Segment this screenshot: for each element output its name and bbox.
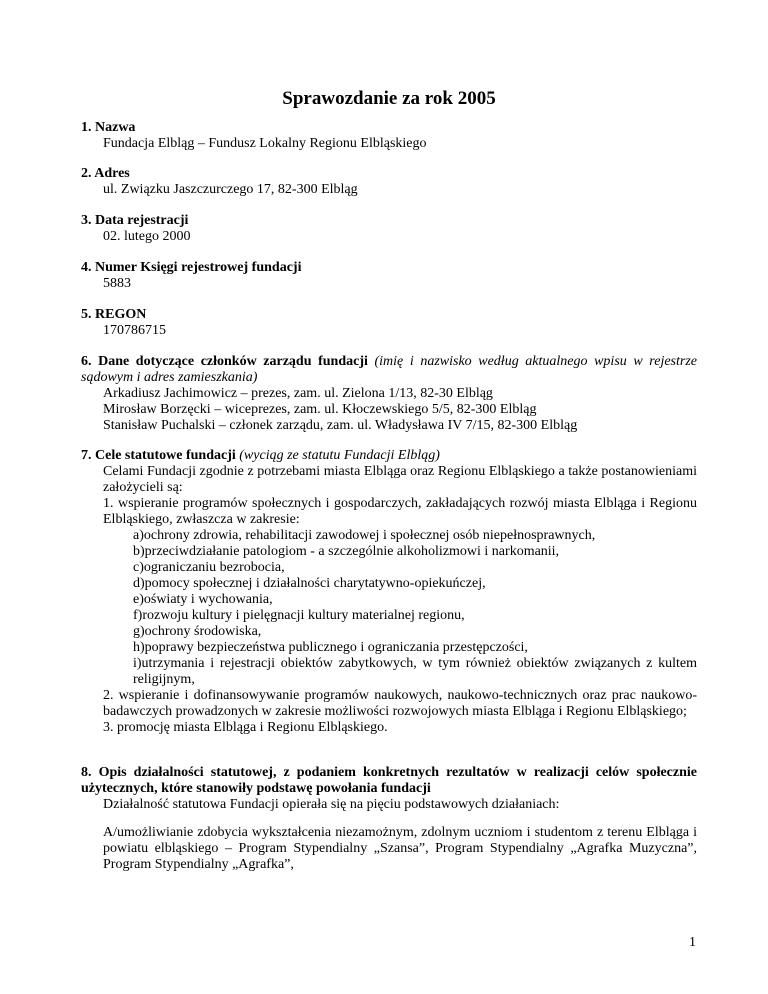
goals-intro: Celami Fundacji zgodnie z potrzebami miasta Elbląga oraz Regionu Elbląskiego a także postanowieniami założycieli są: [103,464,697,495]
board-member: Stanisław Puchalski – członek zarządu, zam. ul. Władysława IV 7/15, 82-300 Elbląg [103,418,578,433]
section-regon [81,307,697,339]
goals-subitem: g)ochrony środowiska, [133,624,262,639]
goals-subitem: e)oświaty i wychowania, [133,592,273,607]
section-heading [81,448,697,464]
board-member: Mirosław Borzęcki – wiceprezes, zam. ul. Kłoczewskiego 5/5, 82-300 Elbląg [103,402,537,417]
section-heading: 4. Numer Księgi rejestrowej fundacji [81,260,302,275]
section-value: 5883 [103,276,131,291]
heading-text: 6. Dane dotyczące członków zarządu fundacji [81,354,368,369]
board-member: Arkadiusz Jachimowicz – prezes, zam. ul. Zielona 1/13, 82-30 Elbląg [103,386,493,401]
goals-subitem: d)pomocy społecznej i działalności charytatywno-opiekuńczej, [133,576,486,591]
heading-note: (wyciąg ze statutu Fundacji Elbląg) [239,448,440,463]
section-activity-description [81,765,697,873]
section-value: ul. Związku Jaszczurczego 17, 82-300 Elbląg [103,182,358,197]
section-heading: 2. Adres [81,166,130,181]
page-number: 1 [689,935,696,950]
section-value: Fundacja Elbląg – Fundusz Lokalny Regionu Elbląskiego [103,136,427,151]
section-value: 170786715 [103,323,166,338]
section-value: 02. lutego 2000 [103,229,191,244]
goals-item-3: 3. promocję miasta Elbląga i Regionu Elbląskiego. [103,720,388,735]
goals-subitem: c)ograniczaniu bezrobocia, [133,560,285,575]
activity-intro: Działalność statutowa Fundacji opierała się na pięciu podstawowych działaniach: [103,797,560,812]
section-registration-date [81,213,697,245]
goals-subitem: b)przeciwdziałanie patologiom - a szczególnie alkoholizmowi i narkomanii, [133,544,560,559]
goals-subitem: a)ochrony zdrowia, rehabilitacji zawodowej i społecznej osób niepełnosprawnych, [133,528,596,543]
section-statutory-goals [81,448,697,736]
section-heading: 3. Data rejestracji [81,213,189,228]
section-heading: 8. Opis działalności statutowej, z podaniem konkretnych rezultatów w realizacji celów społecznie użytecznych, które stanowiły podstawę powołania fundacji [81,765,697,796]
section-board-members [81,354,697,434]
goals-item-1: 1. wspieranie programów społecznych i gospodarczych, zakładających rozwój miasta Elbląga i Regionu Elbląskiego, zwłaszcza w zakresie: [103,496,697,527]
activity-point-a: A/umożliwianie zdobycia wykształcenia niezamożnym, zdolnym uczniom i studentom z terenu Elbląga i powiatu elbląskiego – Program Stypendialny „Szansa”, Program Stypendialny „Agrafka Muzyczna”, Program Stypendialny „Agrafka”, [103,825,697,872]
section-address [81,166,697,198]
section-heading: 5. REGON [81,307,147,322]
heading-note: (imię i nazwisko według aktualnego wpisu w rejestrze sądowym i adres zamieszkania) [81,354,697,385]
goals-item-2: 2. wspieranie i dofinansowywanie programów naukowych, naukowo-technicznych oraz prac naukowo-badawczych prowadzonych w zakresie możliwości rozwojowych miasta Elbląga i Regionu Elbląskiego; [103,688,697,719]
goals-subitem: i)utrzymania i rejestracji obiektów zabytkowych, w tym również obiektów związanych z kultem religijnym, [133,656,697,687]
goals-subitem: h)poprawy bezpieczeństwa publicznego i ograniczania przestępczości, [133,640,528,655]
page-title: Sprawozdanie za rok 2005 [282,88,496,109]
goals-subitem: f)rozwoju kultury i pielęgnacji kultury materialnej regionu, [133,608,465,623]
document-page [81,0,697,994]
section-name [81,120,697,152]
section-heading: 1. Nazwa [81,120,136,135]
section-heading [81,354,697,386]
heading-text: 7. Cele statutowe fundacji [81,448,236,463]
section-register-number [81,260,697,292]
